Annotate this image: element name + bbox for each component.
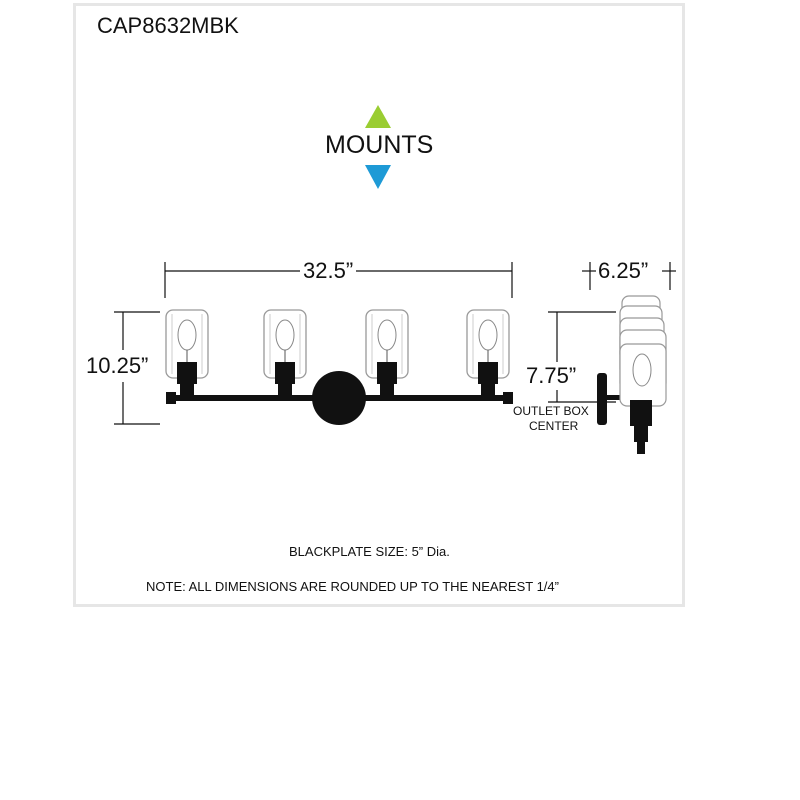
lamp-1: [166, 310, 208, 398]
outlet-height-label: 7.75”: [526, 363, 577, 388]
outlet-box-label: OUTLET BOX: [513, 404, 589, 418]
side-view-fixture: [597, 296, 666, 454]
mounts-label: MOUNTS: [325, 131, 434, 159]
side-backplate: [597, 373, 607, 425]
backplate-disc: [312, 371, 366, 425]
front-view-fixture: [166, 310, 513, 425]
depth-dimension-label: 6.25”: [598, 258, 649, 283]
lamp-2: [264, 310, 306, 398]
mounts-up-arrow-icon: [365, 105, 391, 128]
lamp-3: [366, 310, 408, 398]
height-dimension-label: 10.25”: [86, 353, 149, 378]
mounts-down-arrow-icon: [365, 165, 391, 189]
width-dimension-label: 32.5”: [300, 260, 356, 282]
outlet-center-label: CENTER: [529, 419, 579, 433]
lamp-4: [467, 310, 509, 398]
backplate-size-text: BLACKPLATE SIZE: 5” Dia.: [289, 544, 450, 559]
model-number: CAP8632MBK: [97, 13, 239, 38]
dimensions-note: NOTE: ALL DIMENSIONS ARE ROUNDED UP TO THE NEAREST 1/4”: [146, 579, 559, 594]
